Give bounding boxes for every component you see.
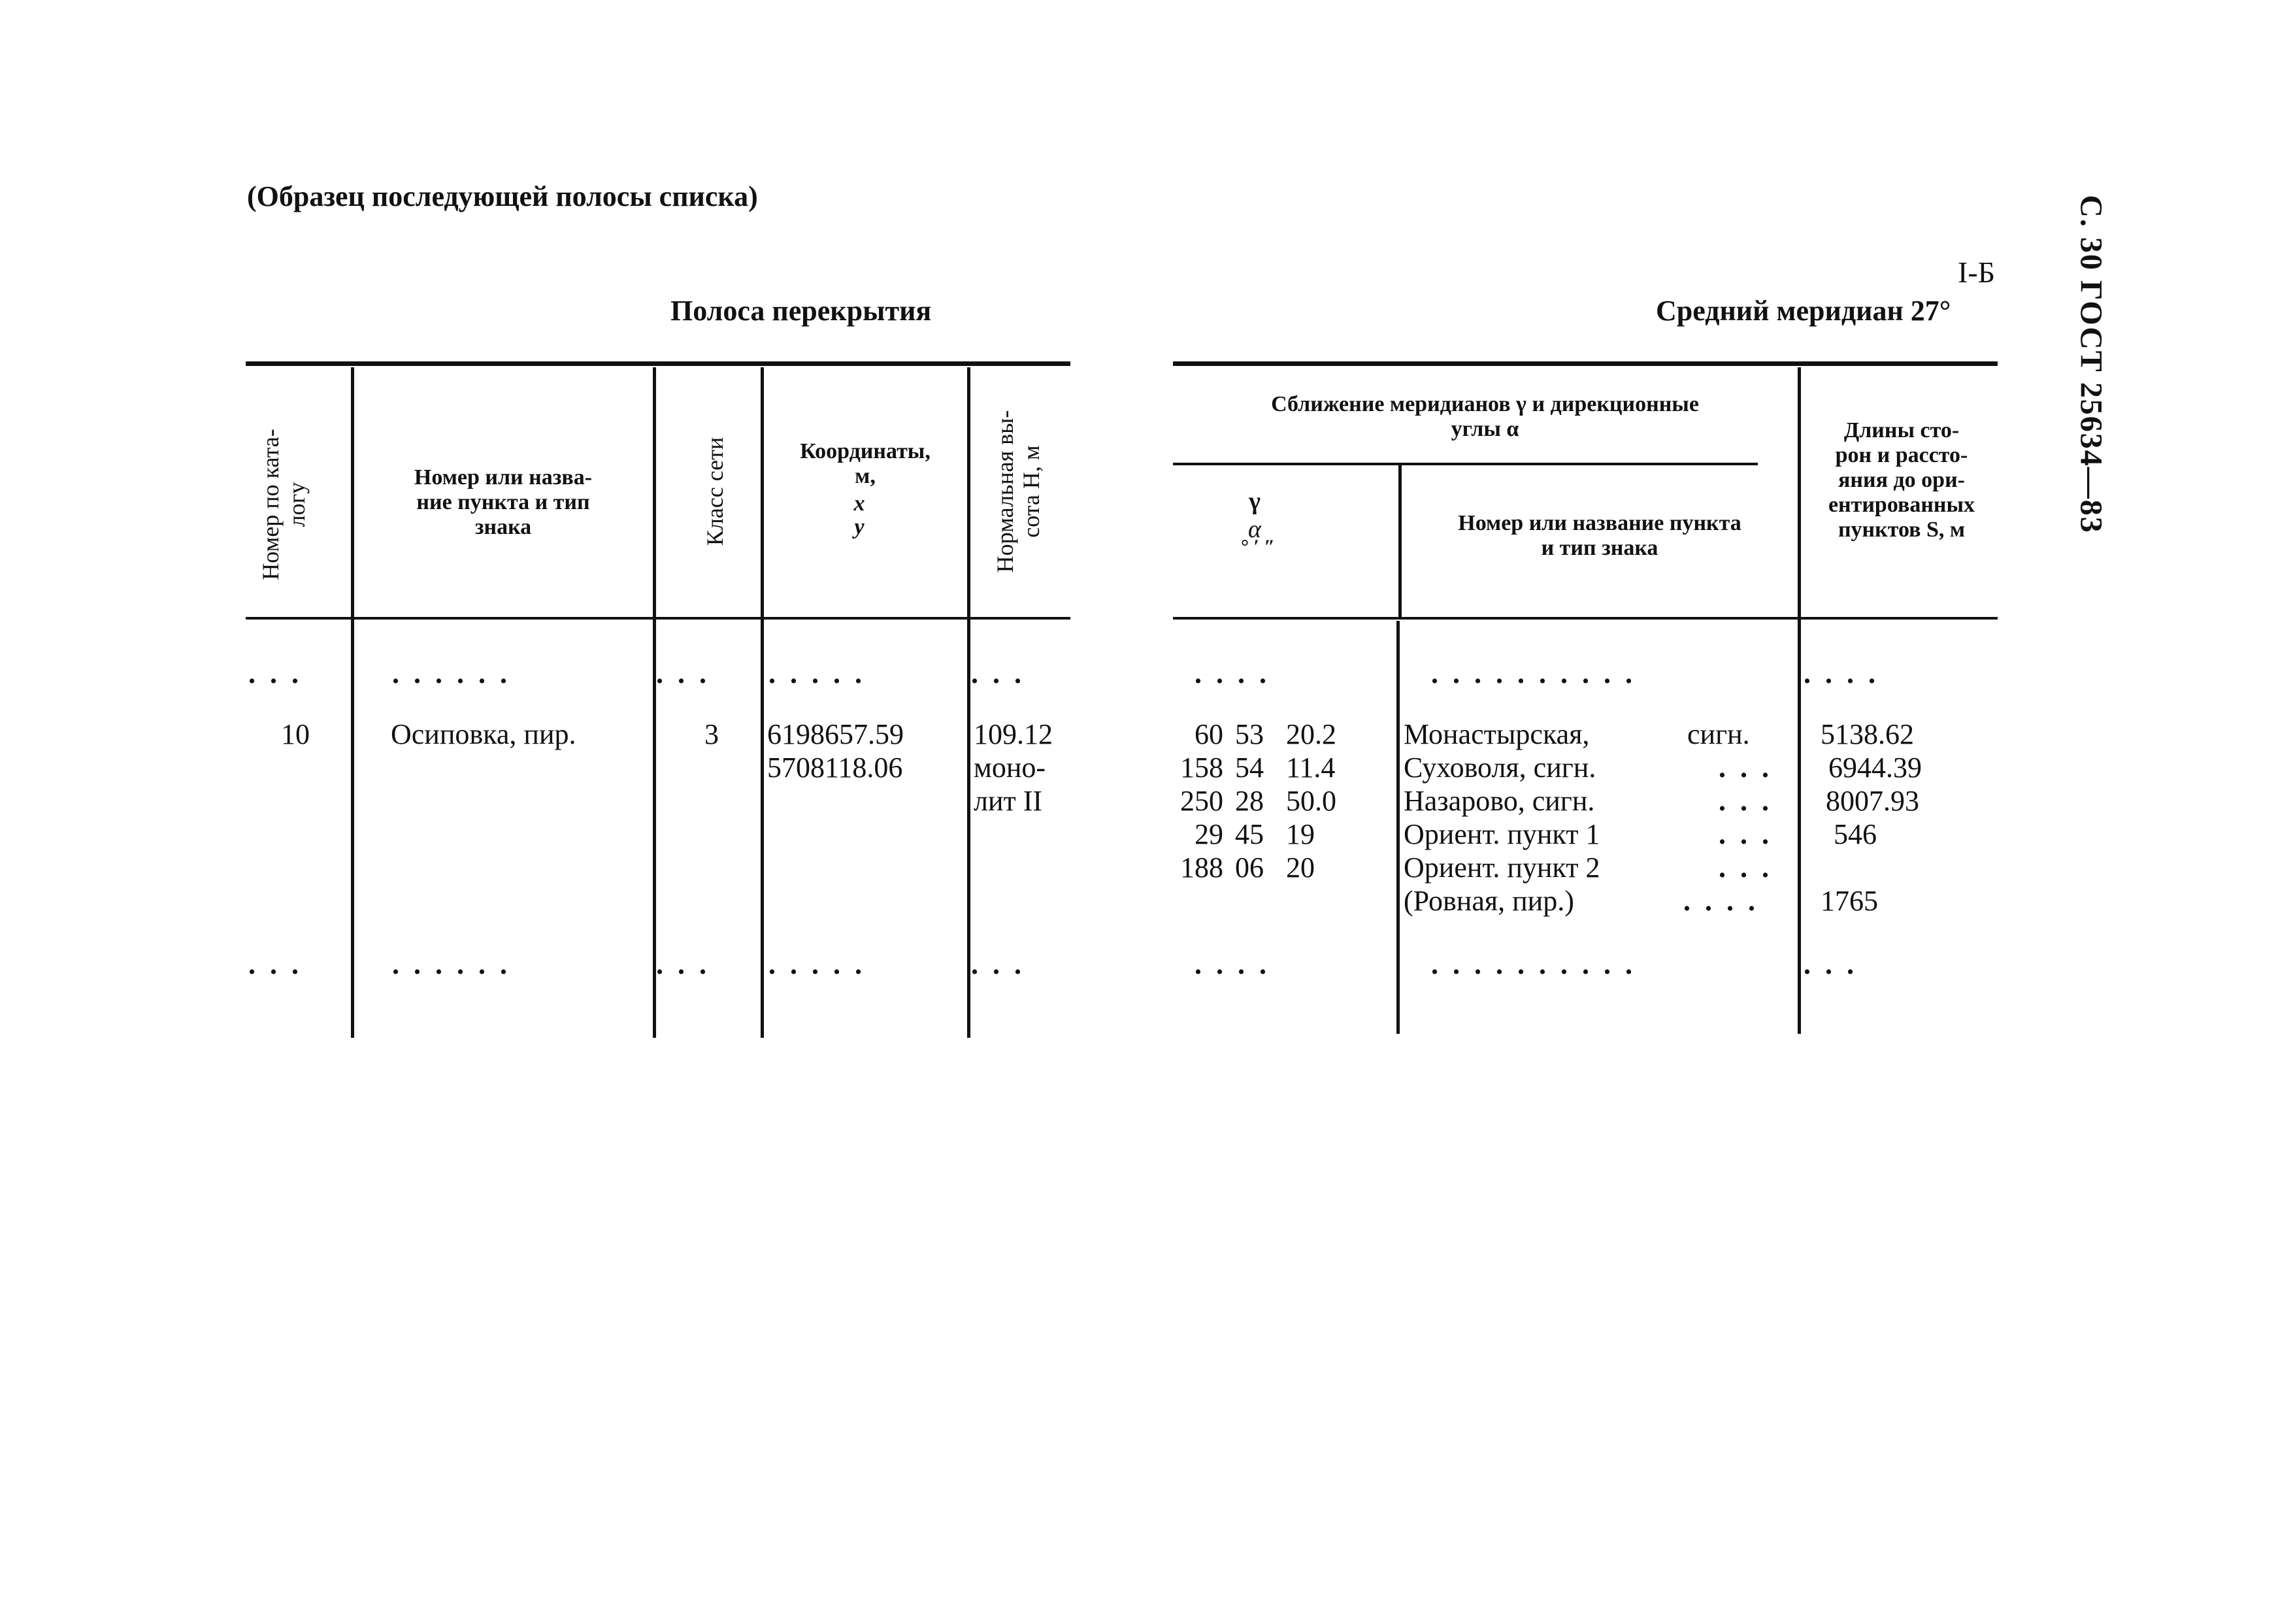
cell-target-name: Ориент. пункт 1: [1404, 818, 1600, 850]
leader-dots: ...: [971, 948, 1036, 980]
leader-dots: ....: [1195, 657, 1281, 689]
right-table-group-rule: [1173, 463, 1758, 465]
leader-dots: .....: [768, 657, 876, 689]
leader-dots: ...: [1719, 818, 1783, 850]
leader-dots: ...: [248, 948, 313, 980]
leader-dots: ...: [971, 657, 1036, 689]
left-col-divider-3: [761, 367, 764, 1038]
sample-title: (Образец последующей полосы списка): [247, 180, 758, 212]
cell-min: 45: [1235, 818, 1264, 850]
sheet-code: I-Б: [1958, 256, 1996, 289]
header-coords-y: y: [854, 515, 865, 539]
cell-height: 109.12: [974, 718, 1053, 750]
cell-sec: 11.4: [1286, 752, 1336, 784]
leader-dots: ...: [1719, 785, 1783, 817]
leader-dots: ..........: [1431, 948, 1647, 980]
cell-target-name: Назарово, сигн.: [1404, 785, 1595, 817]
cell-target-type: сигн.: [1687, 718, 1750, 750]
cell-target-name: (Ровная, пир.): [1404, 885, 1574, 917]
cell-coord-x: 6198657.59: [767, 718, 904, 750]
cell-length: 1765: [1821, 885, 1878, 917]
cell-min: 53: [1235, 718, 1264, 750]
header-coords-x: x: [853, 491, 865, 516]
header-angle-units: ° ′ ″: [1240, 536, 1275, 557]
cell-mark-line1: моно-: [974, 752, 1046, 784]
cell-sec: 20: [1286, 852, 1315, 884]
right-table-top-rule: [1173, 361, 1998, 366]
cell-sec: 19: [1286, 818, 1315, 850]
cell-min: 06: [1235, 852, 1264, 884]
cell-deg: 250: [1180, 785, 1223, 817]
cell-min: 54: [1235, 752, 1264, 784]
cell-min: 28: [1235, 785, 1264, 817]
cell-length: 6944.39: [1828, 752, 1922, 784]
header-catalog-no: Номер по ката- логу: [257, 429, 310, 580]
leader-dots: ...: [656, 948, 721, 980]
cell-deg: 60: [1195, 718, 1223, 750]
cell-sec: 50.0: [1286, 785, 1336, 817]
header-coords: Координаты, м,: [800, 439, 931, 488]
leader-dots: ....: [1804, 657, 1890, 689]
cell-net-class: 3: [704, 718, 719, 750]
cell-target-name: Монастырская,: [1404, 718, 1590, 750]
right-col-divider-1: [1396, 621, 1400, 1034]
cell-mark-line2: лит II: [974, 785, 1043, 817]
cell-length: 8007.93: [1826, 785, 1919, 817]
left-col-divider-1: [351, 367, 354, 1038]
left-table-header-rule: [246, 617, 1070, 620]
header-target-point: Номер или название пункта и тип знака: [1458, 511, 1741, 560]
cell-length: 5138.62: [1821, 718, 1914, 750]
cell-target-name: Ориент. пункт 2: [1404, 852, 1600, 884]
leader-dots: ....: [1195, 948, 1281, 980]
leader-dots: ...: [248, 657, 313, 689]
overlap-title: Полоса перекрытия: [670, 295, 932, 327]
cell-target-name: Суховоля, сигн.: [1404, 752, 1596, 784]
header-lengths: Длины сто- рон и рассто- яния до ори- ентированных пунктов S, м: [1828, 418, 1975, 542]
side-title: С. 30 ГОСТ 25634—83: [2073, 195, 2109, 534]
cell-length: 546: [1834, 818, 1877, 850]
header-net-class: Класс сети: [702, 437, 728, 546]
left-col-divider-4: [967, 367, 970, 1038]
right-col-divider-2: [1798, 367, 1801, 1034]
header-gamma: γ: [1249, 488, 1261, 515]
leader-dots: ...: [656, 657, 721, 689]
left-col-divider-2: [653, 367, 656, 1038]
cell-deg: 188: [1180, 852, 1223, 884]
leader-dots: ......: [392, 948, 521, 980]
header-point-name: Номер или назва- ние пункта и тип знака: [414, 465, 593, 539]
header-alpha: α: [1248, 516, 1261, 543]
leader-dots: ...: [1719, 752, 1783, 784]
leader-dots: ...: [1804, 948, 1868, 980]
cell-deg: 158: [1180, 752, 1223, 784]
cell-point-name: Осиповка, пир.: [391, 718, 576, 750]
meridian-title: Средний меридиан 27°: [1656, 295, 1951, 327]
leader-dots: ....: [1683, 885, 1770, 917]
left-table-top-rule: [246, 361, 1070, 366]
right-header-divider: [1398, 465, 1402, 617]
cell-sec: 20.2: [1286, 718, 1336, 750]
leader-dots: ......: [392, 657, 521, 689]
header-meridian-group: Сближение меридианов γ и дирекционные углы α: [1271, 392, 1699, 441]
leader-dots: .....: [768, 948, 876, 980]
cell-coord-y: 5708118.06: [767, 752, 903, 784]
cell-catalog-no: 10: [281, 718, 310, 750]
right-table-header-rule: [1173, 617, 1998, 620]
cell-deg: 29: [1195, 818, 1223, 850]
header-height: Нормальная вы- сота H, м: [992, 410, 1044, 573]
leader-dots: ..........: [1431, 657, 1647, 689]
leader-dots: ...: [1719, 852, 1783, 884]
